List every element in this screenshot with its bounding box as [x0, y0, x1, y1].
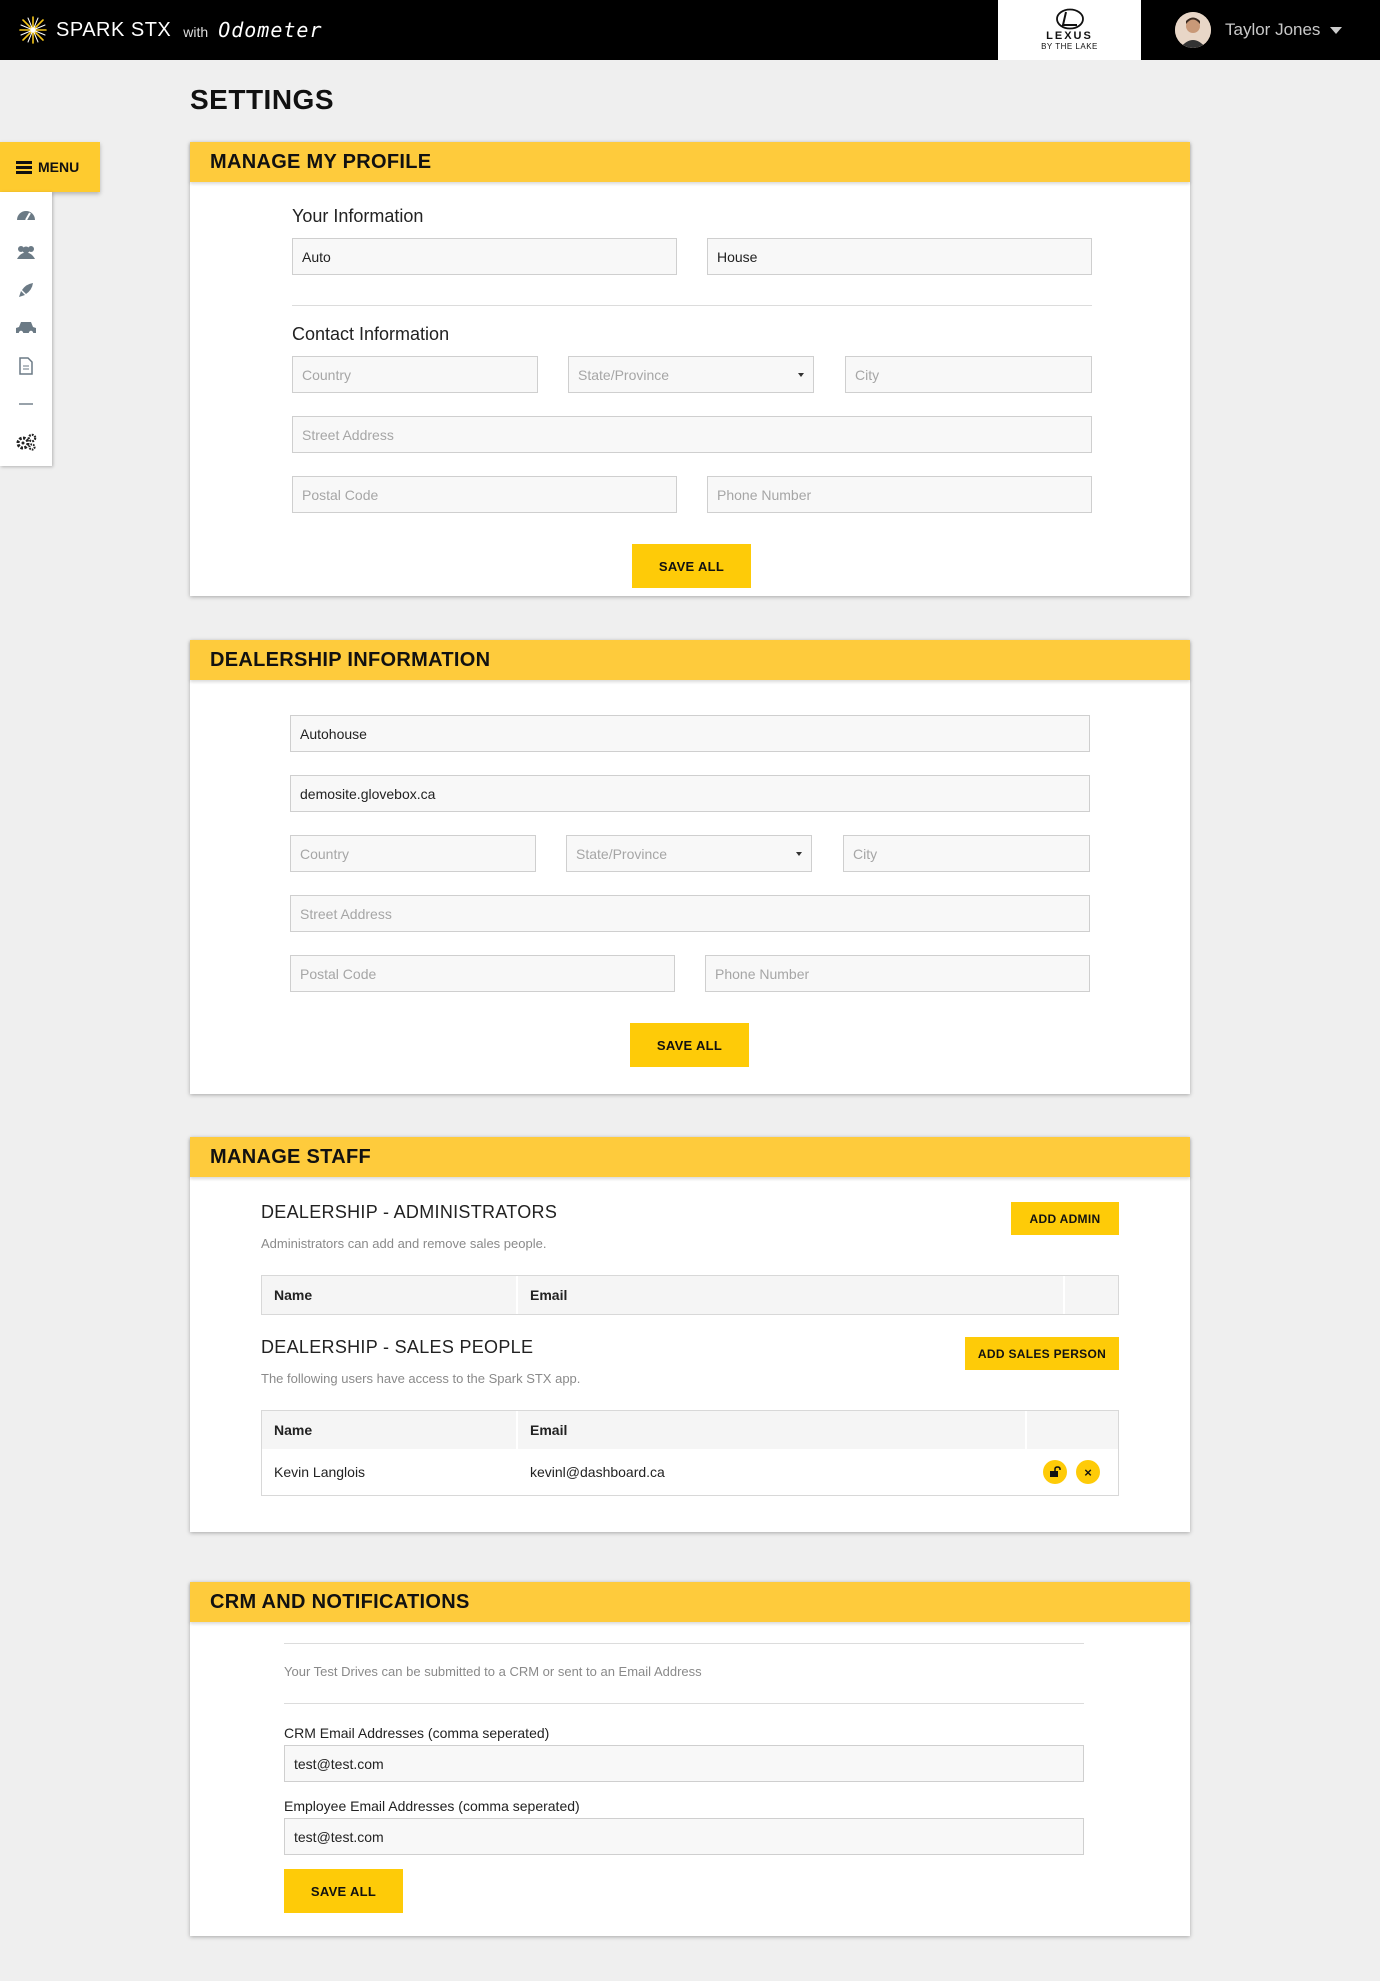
city-field[interactable]: City [845, 356, 1092, 393]
brand-logo[interactable] [18, 14, 323, 46]
crm-description: Your Test Drives can be submitted to a CRM or sent to an Email Address [284, 1664, 702, 1679]
add-admin-button[interactable]: ADD ADMIN [1011, 1202, 1119, 1235]
dealership-panel [190, 640, 1190, 1094]
state-select-label: State/Province [578, 366, 670, 383]
last-name-field[interactable]: House [707, 238, 1092, 275]
col-name-header: Name [262, 1276, 518, 1314]
crm-email-label: CRM Email Addresses (comma seperated) [284, 1725, 550, 1741]
street-address-field[interactable]: Street Address [292, 416, 1092, 453]
minus-icon [15, 394, 37, 414]
lexus-emblem-icon [1055, 8, 1085, 30]
dealer-word: LEXUS [1046, 30, 1093, 42]
hamburger-icon [16, 161, 32, 174]
dealership-state-label: State/Province [576, 845, 668, 862]
state-select[interactable] [568, 356, 814, 393]
admins-description: Administrators can add and remove sales people. [261, 1236, 547, 1251]
brand-name: SPARK STX [56, 18, 172, 41]
postal-code-field[interactable]: Postal Code [292, 476, 677, 513]
profile-panel [190, 142, 1190, 596]
dealer-logo [998, 0, 1141, 60]
employee-email-label: Employee Email Addresses (comma seperated) [284, 1798, 580, 1814]
users-icon[interactable] [15, 242, 37, 262]
phone-number-field[interactable]: Phone Number [707, 476, 1092, 513]
save-profile-button[interactable]: SAVE ALL [632, 544, 751, 588]
avatar-person-icon [1175, 12, 1211, 48]
divider [284, 1703, 1084, 1704]
dealership-panel-title: DEALERSHIP INFORMATION [190, 640, 1190, 680]
col-email-header: Email [518, 1276, 1065, 1314]
save-crm-button[interactable]: SAVE ALL [284, 1869, 403, 1913]
table-row [262, 1449, 1118, 1495]
contact-info-label: Contact Information [292, 324, 450, 344]
profile-panel-title: MANAGE MY PROFILE [190, 142, 1190, 182]
col-actions-header [1065, 1276, 1118, 1314]
first-name-field[interactable]: Auto [292, 238, 677, 275]
staff-panel [190, 1137, 1190, 1532]
top-bar [0, 0, 1380, 60]
your-info-label: Your Information [292, 206, 424, 226]
gears-icon[interactable] [15, 432, 37, 452]
unlock-button[interactable] [1043, 1460, 1067, 1484]
spark-star-icon [18, 15, 48, 45]
save-dealership-button[interactable]: SAVE ALL [630, 1023, 749, 1067]
car-icon[interactable] [15, 318, 37, 338]
crm-email-field[interactable]: test@test.com [284, 1745, 1084, 1782]
document-icon[interactable] [15, 356, 37, 376]
col-email-header: Email [518, 1411, 1027, 1449]
divider [284, 1643, 1084, 1644]
divider [292, 305, 1092, 306]
table-header [262, 1411, 1118, 1449]
add-sales-person-button[interactable]: ADD SALES PERSON [965, 1337, 1119, 1370]
admins-title: DEALERSHIP - ADMINISTRATORS [261, 1202, 558, 1222]
country-field[interactable]: Country [292, 356, 538, 393]
sales-table [261, 1410, 1119, 1496]
page-title: SETTINGS [190, 84, 335, 115]
dashboard-icon[interactable] [15, 204, 37, 224]
staff-panel-title: MANAGE STAFF [190, 1137, 1190, 1177]
col-actions-header [1027, 1411, 1118, 1449]
dealership-city-field[interactable]: City [843, 835, 1090, 872]
unlock-icon [1049, 1466, 1061, 1478]
staff-email: kevinl@dashboard.ca [530, 1464, 665, 1480]
caret-down-icon [798, 373, 804, 377]
side-nav [0, 192, 52, 466]
menu-label: MENU [38, 159, 80, 175]
sales-title: DEALERSHIP - SALES PEOPLE [261, 1337, 534, 1357]
rocket-icon[interactable] [15, 280, 37, 300]
remove-staff-button[interactable] [1076, 1460, 1100, 1484]
dealership-website-field[interactable]: demosite.glovebox.ca [290, 775, 1090, 812]
dealership-state-select[interactable] [566, 835, 812, 872]
dealership-country-field[interactable]: Country [290, 835, 536, 872]
chevron-down-icon [1330, 27, 1342, 34]
close-icon: × [1084, 1464, 1092, 1480]
dealership-postal-field[interactable]: Postal Code [290, 955, 675, 992]
sales-description: The following users have access to the Spark STX app. [261, 1371, 581, 1386]
table-header [262, 1276, 1118, 1314]
avatar [1175, 12, 1211, 48]
crm-panel-title: CRM AND NOTIFICATIONS [190, 1582, 1190, 1622]
crm-panel [190, 1582, 1190, 1936]
admins-table [261, 1275, 1119, 1315]
caret-down-icon [796, 852, 802, 856]
employee-email-field[interactable]: test@test.com [284, 1818, 1084, 1855]
dealership-name-field[interactable]: Autohouse [290, 715, 1090, 752]
brand-with: with [183, 24, 209, 40]
col-name-header: Name [262, 1411, 518, 1449]
dealership-street-field[interactable]: Street Address [290, 895, 1090, 932]
dealer-subtitle: BY THE LAKE [1041, 42, 1098, 51]
user-name: Taylor Jones [1225, 20, 1321, 39]
dealership-phone-field[interactable]: Phone Number [705, 955, 1090, 992]
staff-name: Kevin Langlois [274, 1464, 366, 1480]
user-menu[interactable] [1175, 12, 1342, 48]
brand-product: Odometer [218, 18, 323, 42]
menu-button[interactable] [0, 142, 100, 192]
